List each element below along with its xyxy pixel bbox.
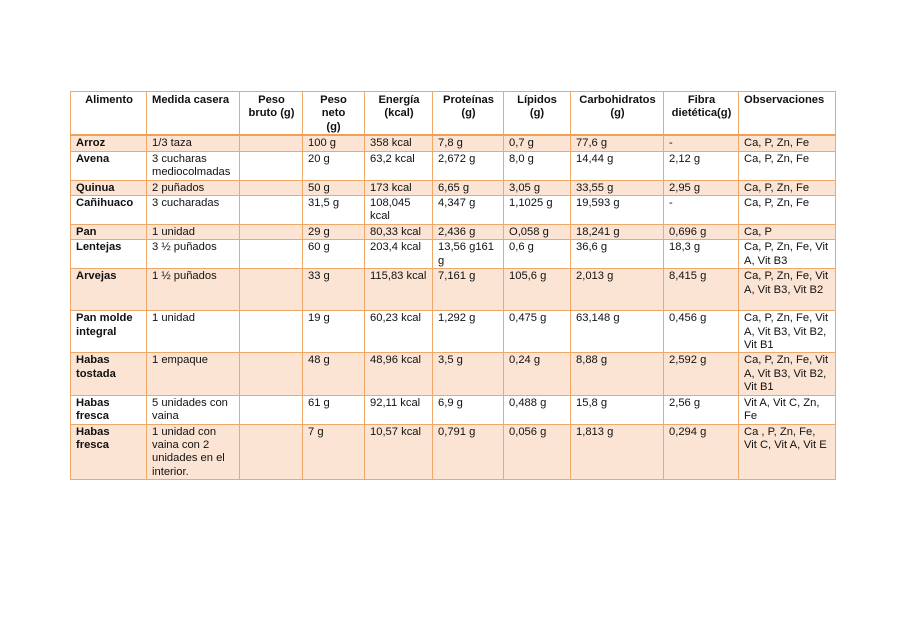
cell-carbohidratos: 77,6 g bbox=[571, 135, 664, 151]
header-peso-bruto: Peso bruto (g) bbox=[240, 92, 303, 136]
cell-fibra: 0,294 g bbox=[664, 424, 739, 480]
cell-peso-neto: 20 g bbox=[303, 151, 365, 180]
cell-peso-neto: 60 g bbox=[303, 240, 365, 269]
cell-medida: 1 unidad bbox=[147, 224, 240, 239]
cell-observaciones: Ca, P, Zn, Fe, Vit A, Vit B3 bbox=[739, 240, 836, 269]
cell-alimento: Quinua bbox=[71, 180, 147, 195]
cell-observaciones: Ca , P, Zn, Fe, Vit C, Vit A, Vit E bbox=[739, 424, 836, 480]
cell-medida: 1 empaque bbox=[147, 353, 240, 395]
cell-energia: 10,57 kcal bbox=[365, 424, 433, 480]
cell-fibra: - bbox=[664, 196, 739, 225]
cell-proteinas: 0,791 g bbox=[433, 424, 504, 480]
header-lipidos: Lípidos (g) bbox=[504, 92, 571, 136]
cell-alimento: Pan molde integral bbox=[71, 311, 147, 353]
cell-proteinas: 6,9 g bbox=[433, 395, 504, 424]
cell-alimento: Habas fresca bbox=[71, 395, 147, 424]
table-row bbox=[71, 196, 836, 225]
cell-peso-neto: 61 g bbox=[303, 395, 365, 424]
cell-observaciones: Ca, P, Zn, Fe, Vit A, Vit B3, Vit B2 bbox=[739, 269, 836, 311]
cell-peso-neto: 7 g bbox=[303, 424, 365, 480]
table-row bbox=[71, 224, 836, 239]
cell-energia: 80,33 kcal bbox=[365, 224, 433, 239]
cell-peso-bruto bbox=[240, 180, 303, 195]
cell-alimento: Arvejas bbox=[71, 269, 147, 311]
cell-energia: 108,045 kcal bbox=[365, 196, 433, 225]
cell-peso-neto: 29 g bbox=[303, 224, 365, 239]
cell-proteinas: 13,56 g161 g bbox=[433, 240, 504, 269]
cell-peso-neto: 100 g bbox=[303, 135, 365, 151]
header-proteinas: Proteínas (g) bbox=[433, 92, 504, 136]
cell-peso-neto: 19 g bbox=[303, 311, 365, 353]
cell-lipidos: 0,24 g bbox=[504, 353, 571, 395]
cell-peso-bruto bbox=[240, 395, 303, 424]
table-row bbox=[71, 151, 836, 180]
header-carbohidratos: Carbohidratos (g) bbox=[571, 92, 664, 136]
cell-medida: 3 cucharas mediocolmadas bbox=[147, 151, 240, 180]
table-row bbox=[71, 180, 836, 195]
header-observaciones: Observaciones bbox=[739, 92, 836, 136]
cell-carbohidratos: 19,593 g bbox=[571, 196, 664, 225]
cell-alimento: Habas fresca bbox=[71, 424, 147, 480]
cell-energia: 63,2 kcal bbox=[365, 151, 433, 180]
cell-fibra: 2,12 g bbox=[664, 151, 739, 180]
cell-carbohidratos: 36,6 g bbox=[571, 240, 664, 269]
cell-energia: 115,83 kcal bbox=[365, 269, 433, 311]
cell-lipidos: 3,05 g bbox=[504, 180, 571, 195]
cell-lipidos: 0,056 g bbox=[504, 424, 571, 480]
cell-proteinas: 1,292 g bbox=[433, 311, 504, 353]
cell-lipidos: 0,475 g bbox=[504, 311, 571, 353]
cell-medida: 1 unidad bbox=[147, 311, 240, 353]
cell-peso-bruto bbox=[240, 224, 303, 239]
cell-lipidos: O,058 g bbox=[504, 224, 571, 239]
cell-peso-neto: 50 g bbox=[303, 180, 365, 195]
cell-energia: 60,23 kcal bbox=[365, 311, 433, 353]
cell-medida: 3 ½ puñados bbox=[147, 240, 240, 269]
header-alimento: Alimento bbox=[71, 92, 147, 136]
cell-carbohidratos: 18,241 g bbox=[571, 224, 664, 239]
cell-proteinas: 7,8 g bbox=[433, 135, 504, 151]
cell-peso-bruto bbox=[240, 240, 303, 269]
cell-fibra: 8,415 g bbox=[664, 269, 739, 311]
cell-carbohidratos: 2,013 g bbox=[571, 269, 664, 311]
table-row bbox=[71, 311, 836, 353]
cell-peso-neto: 48 g bbox=[303, 353, 365, 395]
cell-peso-bruto bbox=[240, 269, 303, 311]
cell-peso-neto: 33 g bbox=[303, 269, 365, 311]
cell-energia: 92,11 kcal bbox=[365, 395, 433, 424]
cell-carbohidratos: 15,8 g bbox=[571, 395, 664, 424]
cell-medida: 1 ½ puñados bbox=[147, 269, 240, 311]
cell-medida: 1/3 taza bbox=[147, 135, 240, 151]
cell-carbohidratos: 8,88 g bbox=[571, 353, 664, 395]
cell-fibra: 2,592 g bbox=[664, 353, 739, 395]
cell-observaciones: Vit A, Vit C, Zn, Fe bbox=[739, 395, 836, 424]
cell-peso-neto: 31,5 g bbox=[303, 196, 365, 225]
cell-proteinas: 6,65 g bbox=[433, 180, 504, 195]
cell-peso-bruto bbox=[240, 135, 303, 151]
cell-lipidos: 1,1025 g bbox=[504, 196, 571, 225]
cell-lipidos: 0,7 g bbox=[504, 135, 571, 151]
cell-fibra: 2,56 g bbox=[664, 395, 739, 424]
nutrition-table bbox=[70, 91, 836, 480]
cell-peso-bruto bbox=[240, 151, 303, 180]
cell-observaciones: Ca, P bbox=[739, 224, 836, 239]
cell-peso-bruto bbox=[240, 311, 303, 353]
cell-proteinas: 4,347 g bbox=[433, 196, 504, 225]
cell-medida: 1 unidad con vaina con 2 unidades en el interior. bbox=[147, 424, 240, 480]
cell-lipidos: 105,6 g bbox=[504, 269, 571, 311]
cell-proteinas: 2,436 g bbox=[433, 224, 504, 239]
table-row bbox=[71, 135, 836, 151]
cell-lipidos: 8,0 g bbox=[504, 151, 571, 180]
header-energia: Energía (kcal) bbox=[365, 92, 433, 136]
cell-energia: 203,4 kcal bbox=[365, 240, 433, 269]
header-row bbox=[71, 92, 836, 136]
table-row bbox=[71, 240, 836, 269]
cell-alimento: Pan bbox=[71, 224, 147, 239]
cell-lipidos: 0,488 g bbox=[504, 395, 571, 424]
cell-medida: 3 cucharadas bbox=[147, 196, 240, 225]
cell-observaciones: Ca, P, Zn, Fe bbox=[739, 151, 836, 180]
cell-peso-bruto bbox=[240, 353, 303, 395]
cell-fibra: 0,456 g bbox=[664, 311, 739, 353]
cell-lipidos: 0,6 g bbox=[504, 240, 571, 269]
cell-medida: 2 puñados bbox=[147, 180, 240, 195]
cell-medida: 5 unidades con vaina bbox=[147, 395, 240, 424]
cell-carbohidratos: 14,44 g bbox=[571, 151, 664, 180]
header-medida-casera: Medida casera bbox=[147, 92, 240, 136]
cell-observaciones: Ca, P, Zn, Fe, Vit A, Vit B3, Vit B2, Vit B1 bbox=[739, 353, 836, 395]
cell-alimento: Habas tostada bbox=[71, 353, 147, 395]
cell-energia: 173 kcal bbox=[365, 180, 433, 195]
cell-fibra: 0,696 g bbox=[664, 224, 739, 239]
cell-fibra: 18,3 g bbox=[664, 240, 739, 269]
cell-observaciones: Ca, P, Zn, Fe, Vit A, Vit B3, Vit B2, Vit B1 bbox=[739, 311, 836, 353]
cell-alimento: Lentejas bbox=[71, 240, 147, 269]
cell-observaciones: Ca, P, Zn, Fe bbox=[739, 135, 836, 151]
cell-alimento: Avena bbox=[71, 151, 147, 180]
cell-peso-bruto bbox=[240, 196, 303, 225]
cell-alimento: Arroz bbox=[71, 135, 147, 151]
header-fibra: Fibra dietética(g) bbox=[664, 92, 739, 136]
cell-alimento: Cañihuaco bbox=[71, 196, 147, 225]
cell-peso-bruto bbox=[240, 424, 303, 480]
table-row bbox=[71, 353, 836, 395]
cell-carbohidratos: 1,813 g bbox=[571, 424, 664, 480]
cell-carbohidratos: 33,55 g bbox=[571, 180, 664, 195]
cell-proteinas: 3,5 g bbox=[433, 353, 504, 395]
cell-proteinas: 7,161 g bbox=[433, 269, 504, 311]
cell-proteinas: 2,672 g bbox=[433, 151, 504, 180]
cell-energia: 48,96 kcal bbox=[365, 353, 433, 395]
cell-fibra: - bbox=[664, 135, 739, 151]
cell-carbohidratos: 63,148 g bbox=[571, 311, 664, 353]
cell-fibra: 2,95 g bbox=[664, 180, 739, 195]
table-row bbox=[71, 424, 836, 480]
header-peso-neto: Peso neto (g) bbox=[303, 92, 365, 136]
cell-energia: 358 kcal bbox=[365, 135, 433, 151]
table-row bbox=[71, 395, 836, 424]
table-row bbox=[71, 269, 836, 311]
cell-observaciones: Ca, P, Zn, Fe bbox=[739, 180, 836, 195]
cell-observaciones: Ca, P, Zn, Fe bbox=[739, 196, 836, 225]
